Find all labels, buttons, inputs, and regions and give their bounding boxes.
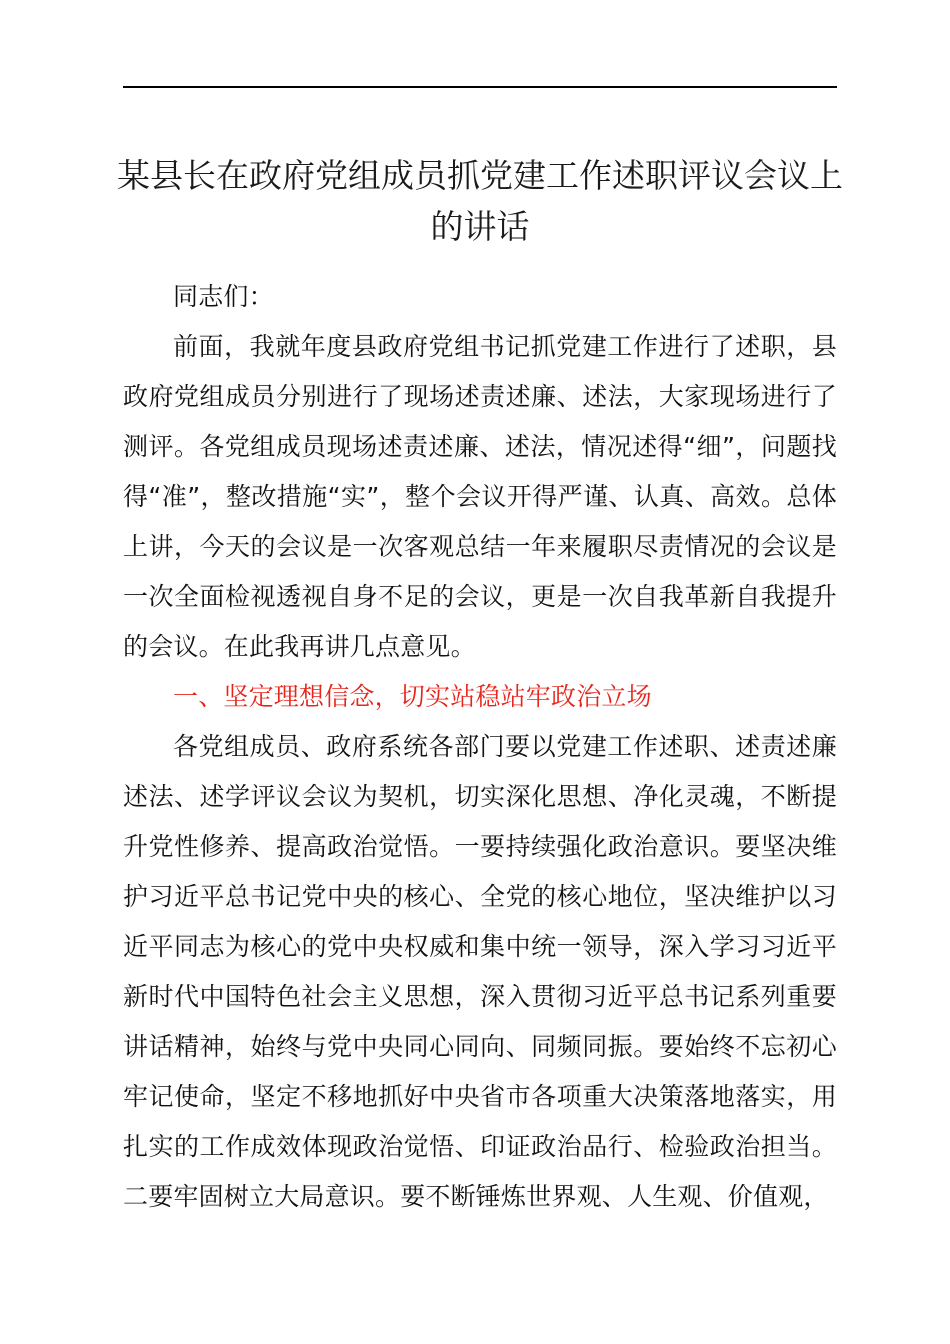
intro-paragraph: 前面，我就年度县政府党组书记抓党建工作进行了述职，县政府党组成员分别进行了现场述责述廉、述法，大家现场进行了测评。各党组成员现场述责述廉、述法，情况述得“细”，问题找得“准”，整改措施“实”，整个会议开得严谨、认真、高效。总体上讲，今天的会议是一次客观总结一年来履职尽责情况的会议是一次全面检视透视自身不足的会议，更是一次自我革新自我提升的会议。在此我再讲几点意见。 bbox=[123, 332, 837, 661]
header-rule bbox=[123, 86, 837, 88]
document-body bbox=[123, 272, 837, 1222]
section-paragraph: 各党组成员、政府系统各部门要以党建工作述职、述责述廉述法、述学评议会议为契机，切实深化思想、净化灵魂，不断提升党性修养、提高政治觉悟。一要持续强化政治意识。要坚决维护习近平总书记党中央的核心、全党的核心地位，坚决维护以习近平同志为核心的党中央权威和集中统一领导，深入学习习近平新时代中国特色社会主义思想，深入贯彻习近平总书记系列重要讲话精神，始终与党中央同心同向、同频同振。要始终不忘初心牢记使命，坚定不移地抓好中央省市各项重大决策落地落实，用扎实的工作成效体现政治觉悟、印证政治品行、检验政治担当。二要牢固树立大局意识。要不断锤炼世界观、人生观、价值观， bbox=[123, 732, 837, 1211]
section-heading: 一、坚定理想信念，切实站稳站牢政治立场 bbox=[173, 682, 652, 711]
document-title: 某县长在政府党组成员抓党建工作述职评议会议上的讲话 bbox=[117, 156, 843, 246]
greeting: 同志们： bbox=[173, 282, 274, 311]
